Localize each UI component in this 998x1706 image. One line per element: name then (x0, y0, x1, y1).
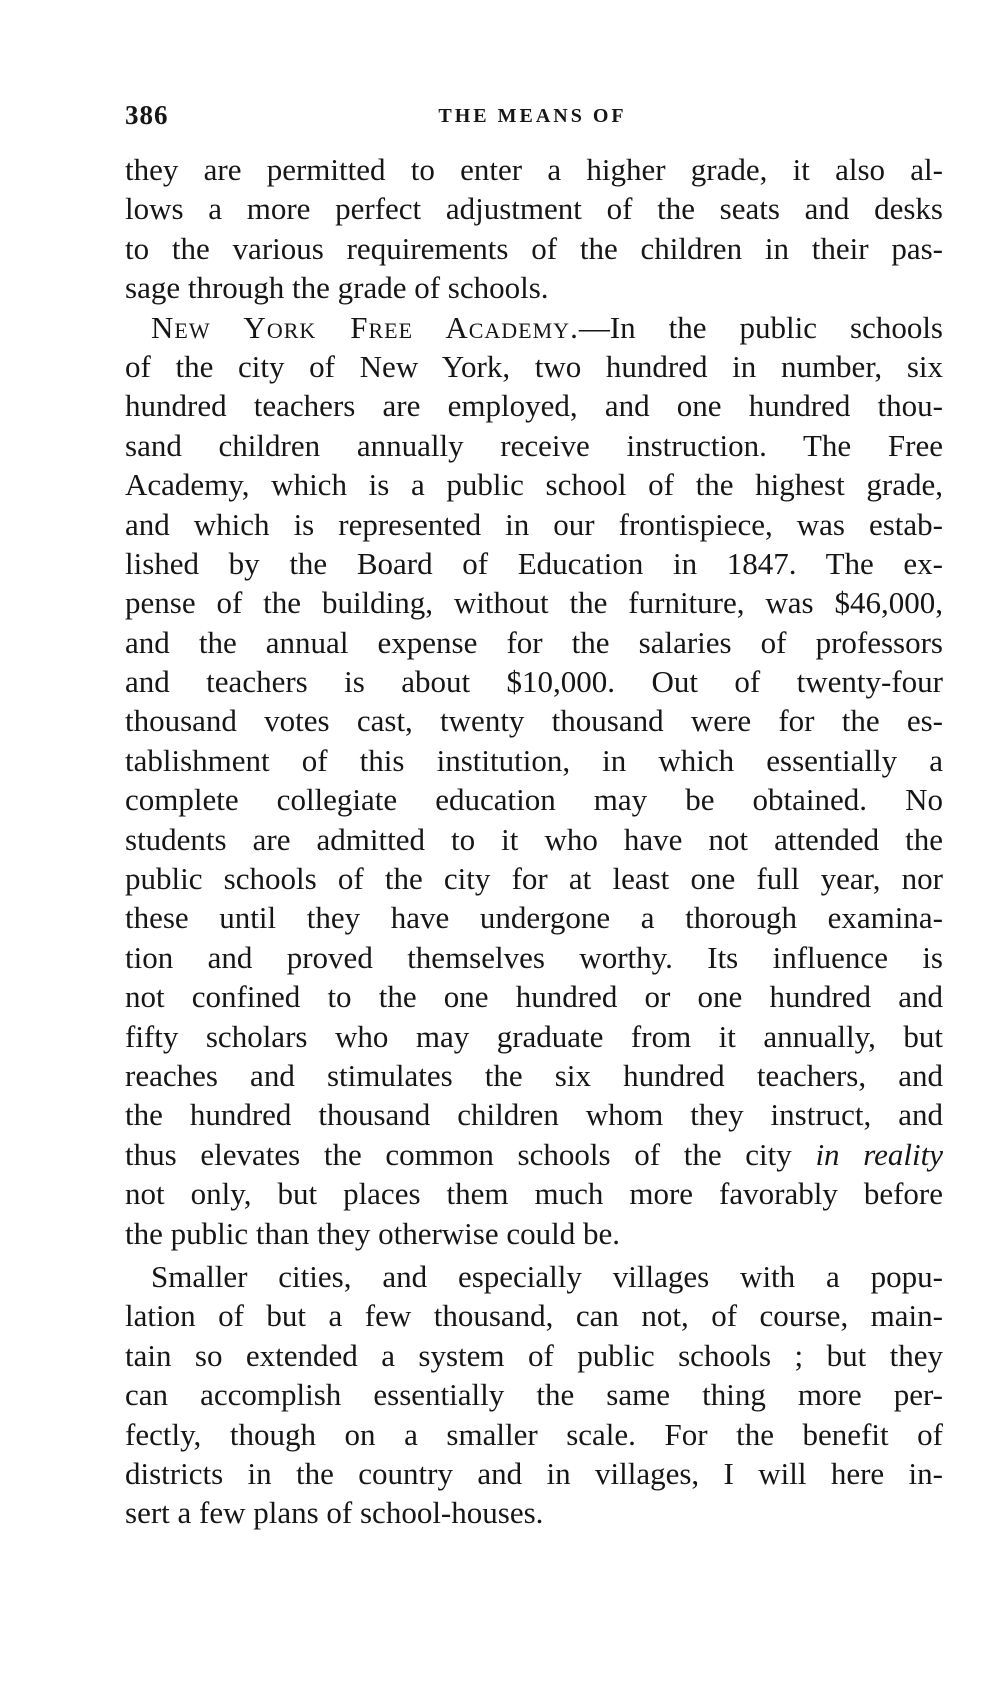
text-line: hundred teachers are employed, and one hundred thou- (125, 388, 943, 424)
text-line: lows a more perfect adjustment of the seats and desks (125, 191, 943, 227)
page-number: 386 (125, 100, 169, 130)
text-line: fifty scholars who may graduate from it annually, but (125, 1018, 943, 1054)
text-line: tain so extended a system of public schools ; but they (125, 1337, 943, 1373)
text-line: lation of but a few thousand, can not, of course, main- (125, 1298, 943, 1334)
text-line: fectly, though on a smaller scale. For the benefit of (125, 1416, 943, 1452)
text-line: reaches and stimulates the six hundred teachers, and (125, 1057, 943, 1093)
paragraph-smaller-cities (125, 1257, 943, 1533)
page-header (125, 100, 940, 132)
text-line: and teachers is about $10,000. Out of twenty-four (125, 664, 943, 700)
text-line (125, 308, 943, 347)
text-line: lished by the Board of Education in 1847. The ex- (125, 545, 943, 581)
text-line: complete collegiate education may be obtained. No (125, 782, 943, 818)
text-line: sage through the grade of schools. (125, 270, 549, 306)
text-line: and which is represented in our frontispiece, was estab- (125, 506, 943, 542)
text-line: districts in the country and in villages, I will here in- (125, 1455, 943, 1491)
text-line: of the city of New York, two hundred in number, six (125, 348, 943, 384)
text-line: they are permitted to enter a higher grade, it also al- (125, 152, 943, 187)
text-line: the hundred thousand children whom they instruct, and (125, 1097, 943, 1133)
text-line: Smaller cities, and especially villages with a popu- (151, 1258, 943, 1294)
body-text (125, 150, 943, 1533)
text-line: these until they have undergone a thorough examina- (125, 900, 943, 936)
text-line: sert a few plans of school-houses. (125, 1495, 544, 1531)
text-line: tablishment of this institution, in which essentially a (125, 742, 943, 778)
text-line: Academy, which is a public school of the highest grade, (125, 467, 943, 503)
text-line: public schools of the city for at least one full year, nor (125, 861, 943, 897)
text-line: tion and proved themselves worthy. Its influence is (125, 939, 943, 975)
text-fragment: thus elevates the common schools of the city (125, 1136, 816, 1172)
running-head: THE MEANS OF (438, 105, 627, 127)
text-line: sand children annually receive instruction. The Free (125, 427, 943, 463)
text-line: not only, but places them much more favorably before (125, 1176, 943, 1212)
text-line: to the various requirements of the children in their pas- (125, 230, 943, 266)
text-line: can accomplish essentially the same thing more per- (125, 1377, 943, 1413)
text-line: the public than they otherwise could be. (125, 1215, 621, 1251)
paragraph-continuation (125, 150, 943, 308)
text-line: students are admitted to it who have not attended the (125, 821, 943, 857)
text-line: and the annual expense for the salaries of professors (125, 624, 943, 660)
italic-emphasis: in reality (815, 1136, 943, 1172)
paragraph-free-academy (125, 308, 943, 1253)
text-fragment: —In the public schools (578, 309, 943, 345)
text-line (125, 1135, 943, 1174)
text-line: thousand votes cast, twenty thousand were for the es- (125, 703, 943, 739)
text-line: pense of the building, without the furniture, was $46,000, (125, 585, 943, 621)
text-line: not confined to the one hundred or one hundred and (125, 979, 943, 1015)
section-heading: New York Free Academy. (151, 309, 579, 345)
